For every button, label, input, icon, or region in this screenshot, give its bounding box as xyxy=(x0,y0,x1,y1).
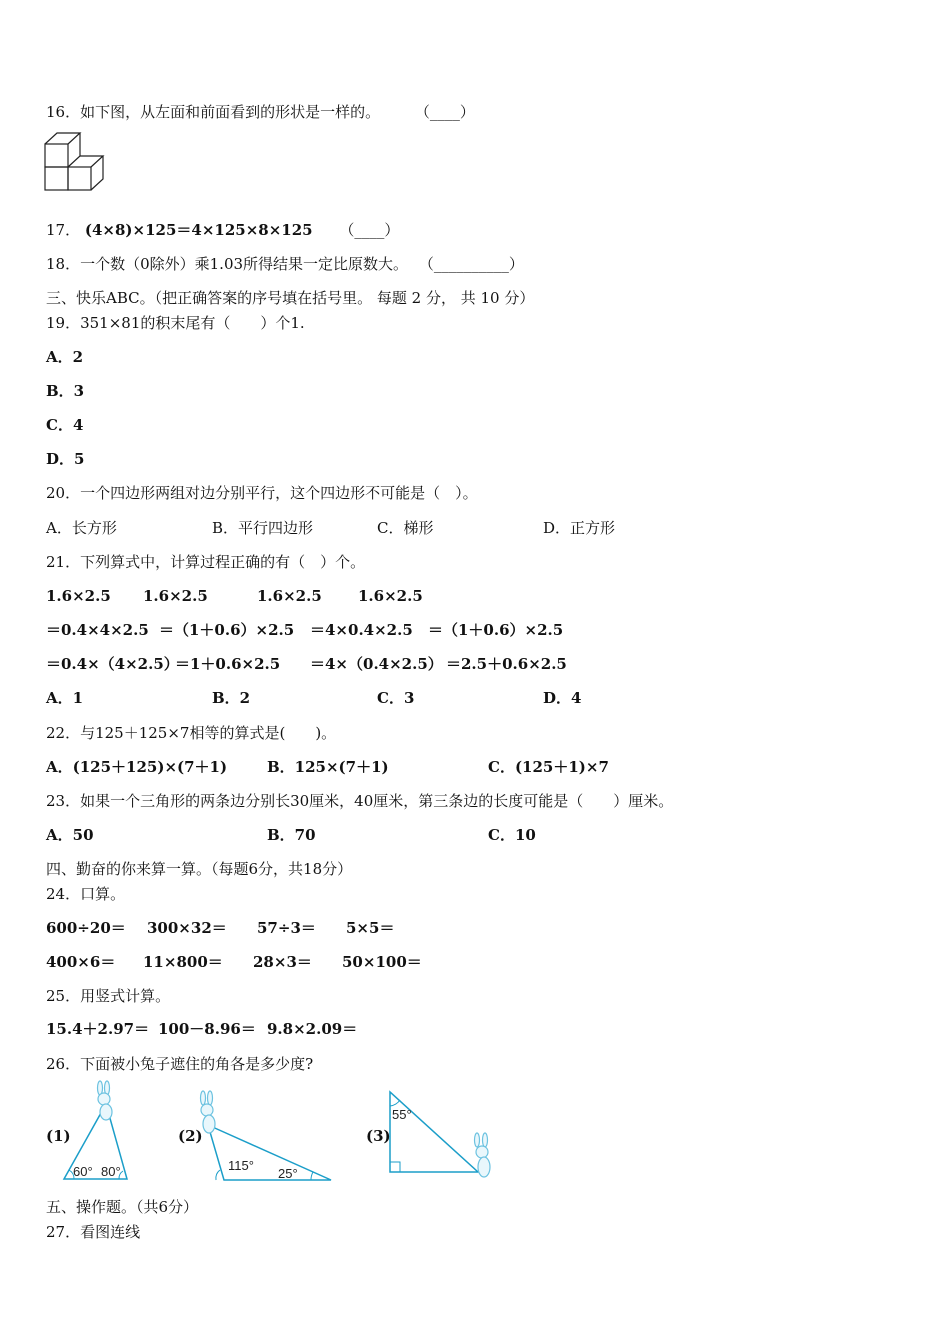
q19-option-b: B．3 xyxy=(46,382,85,400)
q20-option-c: C．梯形 xyxy=(377,519,434,537)
section-5-title: 五、操作题。（共6分） xyxy=(46,1198,199,1216)
q19-option-c: C．4 xyxy=(46,416,84,434)
q23-option-c: C．10 xyxy=(488,826,536,844)
q25-item: 9.8×2.09＝ xyxy=(267,1020,358,1038)
q23-option-b: B．70 xyxy=(267,826,316,844)
q21-cell: ＝2.5＋0.6×2.5 xyxy=(446,655,567,673)
fig2-angle-right: 25° xyxy=(278,1166,298,1181)
q27-text: 27．看图连线 xyxy=(46,1223,141,1241)
q21-cell: 1.6×2.5 xyxy=(143,587,208,605)
q23-option-a: A．50 xyxy=(46,826,94,844)
q25-item: 15.4＋2.97＝ xyxy=(46,1020,150,1038)
q24-item: 11×800＝ xyxy=(143,953,223,971)
q21-option-a: A．1 xyxy=(46,689,84,707)
q17-number: 17． xyxy=(46,221,81,239)
section-4-title: 四、勤奋的你来算一算。（每题6分，共18分） xyxy=(46,860,353,878)
q18-statement: 18．一个数（0除外）乘1.03所得结果一定比原数大。 xyxy=(46,255,409,273)
triangle-figure-3 xyxy=(386,1088,498,1184)
q25-item: 100－8.96＝ xyxy=(158,1020,256,1038)
q22-option-b: B．125×(7＋1) xyxy=(267,758,389,776)
q20-option-a: A．长方形 xyxy=(46,519,117,537)
cube-figure xyxy=(44,131,106,193)
q22-text: 22．与125＋125×7相等的算式是( )。 xyxy=(46,724,337,742)
rabbit-icon xyxy=(201,1091,216,1133)
q21-cell: ＝（1＋0.6）×2.5 xyxy=(428,621,564,639)
q21-text: 21．下列算式中，计算过程正确的有（ ）个。 xyxy=(46,553,366,571)
q26-figure-3-label: (3) xyxy=(366,1127,391,1145)
fig1-angle-right: 80° xyxy=(101,1164,121,1179)
q17-text xyxy=(46,220,399,240)
q20-text: 20．一个四边形两组对边分别平行，这个四边形不可能是（ ）。 xyxy=(46,484,478,502)
q20-option-d: D．正方形 xyxy=(543,519,616,537)
q21-cell: ＝1＋0.6×2.5 xyxy=(175,655,281,673)
q22-option-c: C．(125＋1)×7 xyxy=(488,758,609,776)
q24-item: 50×100＝ xyxy=(342,953,422,971)
q16-text xyxy=(46,102,475,122)
q26-figure-2-label: (2) xyxy=(178,1127,203,1145)
q19-option-a: A．2 xyxy=(46,348,84,366)
q24-item: 28×3＝ xyxy=(253,953,312,971)
q21-cell: ＝0.4×4×2.5 xyxy=(46,621,149,639)
fig3-angle-top: 55° xyxy=(392,1107,412,1122)
triangle-figure-1 xyxy=(60,1084,132,1184)
q16-statement: 16．如下图，从左面和前面看到的形状是一样的。 xyxy=(46,103,381,121)
q17-blank: （____） xyxy=(339,221,400,239)
q24-item: 600÷20＝ xyxy=(46,919,126,937)
q26-figure-1-label: (1) xyxy=(46,1127,71,1145)
fig2-angle-left: 115° xyxy=(228,1158,254,1173)
fig1-angle-left: 60° xyxy=(73,1164,93,1179)
q24-item: 400×6＝ xyxy=(46,953,116,971)
q23-text: 23．如果一个三角形的两条边分别长30厘米，40厘米，第三条边的长度可能是（ ）厘米。 xyxy=(46,792,674,810)
q21-cell: ＝4×（0.4×2.5） xyxy=(310,655,443,673)
q22-option-a: A．(125＋125)×(7＋1) xyxy=(46,758,228,776)
q19-option-d: D．5 xyxy=(46,450,85,468)
q18-text xyxy=(46,254,524,274)
q21-option-b: B．2 xyxy=(212,689,251,707)
q25-text: 25．用竖式计算。 xyxy=(46,987,171,1005)
q16-blank: （____） xyxy=(414,103,475,121)
q24-item: 5×5＝ xyxy=(346,919,395,937)
q21-cell: ＝0.4×（4×2.5） xyxy=(46,655,179,673)
q24-item: 57÷3＝ xyxy=(257,919,316,937)
q21-cell: 1.6×2.5 xyxy=(358,587,423,605)
q18-blank: （__________） xyxy=(418,255,524,273)
q21-option-d: D．4 xyxy=(543,689,582,707)
q24-text: 24．口算。 xyxy=(46,885,126,903)
q20-option-b: B．平行四边形 xyxy=(212,519,314,537)
q21-option-c: C．3 xyxy=(377,689,415,707)
q21-cell: ＝4×0.4×2.5 xyxy=(310,621,413,639)
q21-cell: 1.6×2.5 xyxy=(46,587,111,605)
triangle-figure-2 xyxy=(194,1090,334,1185)
q26-text: 26．下面被小兔子遮住的角各是多少度? xyxy=(46,1055,314,1073)
section-3-title: 三、快乐ABC。（把正确答案的序号填在括号里。 每题 2 分， 共 10 分） xyxy=(46,289,535,307)
q19-text: 19．351×81的积末尾有（ ）个1. xyxy=(46,314,305,332)
rabbit-icon xyxy=(98,1081,113,1120)
q17-expression: (4×8)×125＝4×125×8×125 xyxy=(84,221,313,239)
q24-item: 300×32＝ xyxy=(147,919,227,937)
q21-cell: 1.6×2.5 xyxy=(257,587,322,605)
q21-cell: ＝（1＋0.6）×2.5 xyxy=(159,621,295,639)
